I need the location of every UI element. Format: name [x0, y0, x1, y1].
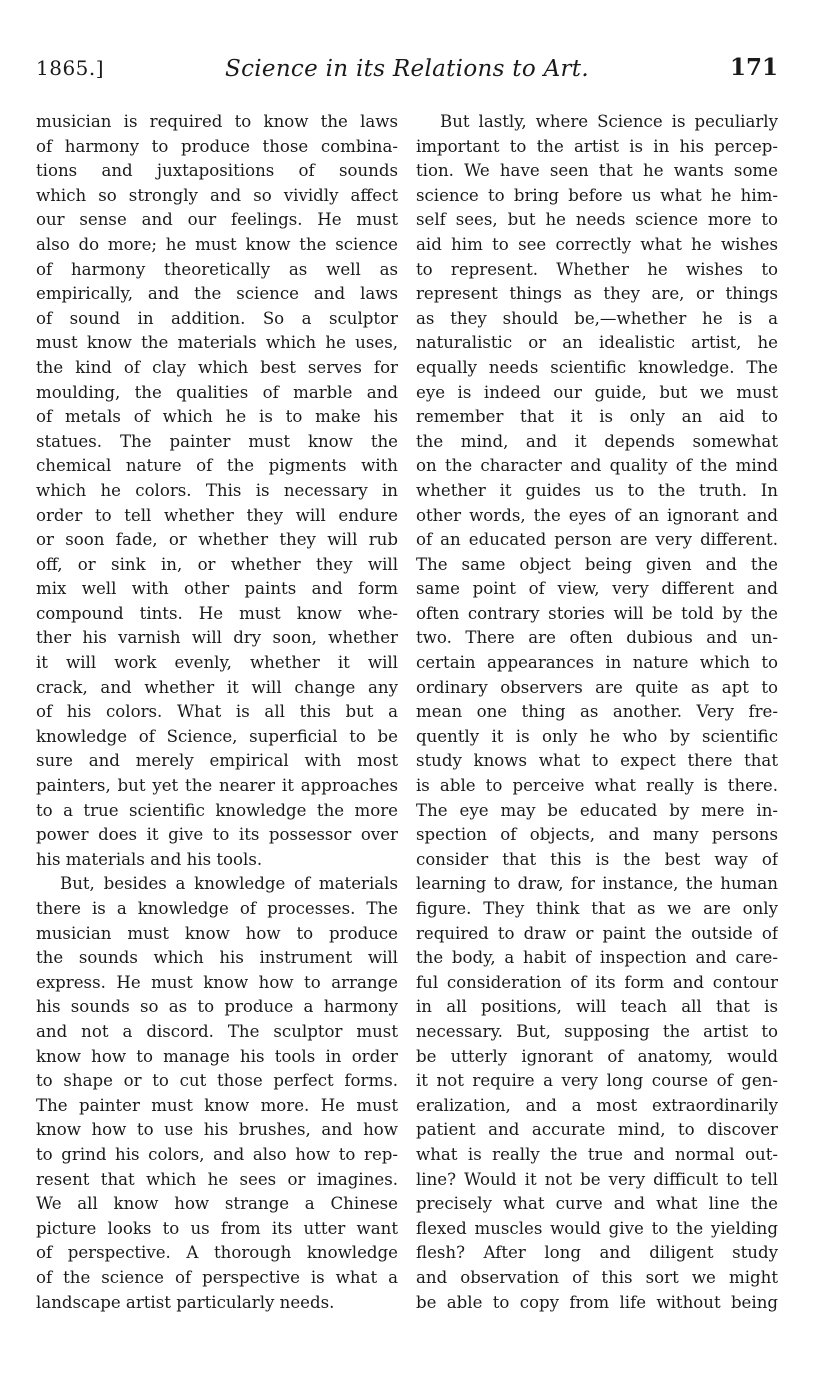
text-line: study knows what to expect there that — [416, 751, 778, 771]
text-line: order to tell whether they will endure — [36, 505, 398, 525]
text-line: ther his varnish will dry soon, whether — [36, 628, 398, 648]
text-line: there is a knowledge of processes. The — [36, 899, 398, 918]
text-line: science to bring before us what he him- — [416, 185, 778, 205]
text-line: ful consideration of its form and contour — [416, 972, 778, 992]
text-line: mix well with other paints and form — [36, 579, 398, 599]
text-line: the mind, and it depends somewhat — [416, 431, 778, 451]
text-line: painters, but yet the nearer it approaches — [36, 776, 398, 796]
text-line: of metals of which he is to make his — [36, 407, 398, 427]
text-line: figure. They think that as we are only — [416, 899, 778, 918]
text-line: crack, and whether it will change any — [36, 677, 398, 697]
text-line: it not require a very long course of gen- — [416, 1071, 778, 1091]
text-line: which so strongly and so vividly affect — [36, 185, 398, 205]
text-line: We all know how strange a Chinese — [36, 1194, 398, 1214]
text-line: to represent. Whether he wishes to — [416, 259, 778, 279]
text-line: to a true scientific knowledge the more — [36, 800, 398, 820]
text-line: resent that which he sees or imagines. — [36, 1169, 398, 1189]
text-line: empirically, and the science and laws — [36, 284, 398, 304]
text-line: the kind of clay which best serves for — [36, 357, 398, 377]
text-line: patient and accurate mind, to discover — [416, 1120, 778, 1140]
text-line: moulding, the qualities of marble and — [36, 382, 398, 402]
text-line: eralization, and a most extraordinarily — [416, 1095, 778, 1115]
text-line: quently it is only he who by scientific — [416, 726, 778, 746]
running-title: Science in its Relations to Art. — [225, 56, 589, 82]
page-number: 171 — [729, 54, 778, 81]
text-line: tions and juxtapositions of sounds — [36, 161, 398, 181]
text-line: be utterly ignorant of anatomy, would — [416, 1046, 778, 1066]
text-line: in all positions, will teach all that is — [416, 997, 778, 1017]
text-line: line? Would it not be very difficult to tell — [416, 1169, 778, 1189]
text-line: to shape or to cut those perfect forms. — [36, 1071, 398, 1091]
text-line: our sense and our feelings. He must — [36, 210, 398, 230]
text-line: it will work evenly, whether it will — [36, 653, 398, 673]
text-line: other words, the eyes of an ignorant and — [416, 505, 778, 525]
text-line: and not a discord. The sculptor must — [36, 1021, 398, 1041]
text-line: The painter must know more. He must — [36, 1095, 398, 1115]
text-line: represent things as they are, or things — [416, 284, 778, 304]
text-line: required to draw or paint the outside of — [416, 923, 778, 943]
issue-year: 1865.] — [36, 56, 105, 80]
text-line: naturalistic or an idealistic artist, he — [416, 333, 778, 353]
text-line: chemical nature of the pigments with — [36, 456, 398, 476]
text-line: spection of objects, and many persons — [416, 825, 778, 845]
text-line: musician is required to know the laws — [36, 112, 398, 131]
text-line: important to the artist is in his percep- — [416, 136, 778, 156]
text-line: know how to use his brushes, and how — [36, 1120, 398, 1140]
text-line: two. There are often dubious and un- — [416, 628, 778, 648]
text-line: certain appearances in nature which to — [416, 653, 778, 673]
text-line: off, or sink in, or whether they will — [36, 554, 398, 574]
text-line: his sounds so as to produce a harmony — [36, 997, 398, 1017]
running-header — [36, 56, 778, 92]
text-line: of perspective. A thorough knowledge — [36, 1243, 398, 1263]
text-line: same point of view, very different and — [416, 579, 778, 599]
text-line: picture looks to us from its utter want — [36, 1218, 398, 1238]
text-line: flexed muscles would give to the yielding — [416, 1218, 778, 1238]
text-line: musician must know how to produce — [36, 923, 398, 943]
text-line: flesh? After long and diligent study — [416, 1243, 778, 1263]
text-line: his materials and his tools. — [36, 849, 263, 869]
text-line: is able to perceive what really is there. — [416, 776, 778, 796]
text-line: whether it guides us to the truth. In — [416, 480, 778, 500]
text-line: The same object being given and the — [416, 554, 778, 574]
text-line: often contrary stories will be told by the — [416, 603, 778, 623]
text-line: express. He must know how to arrange — [36, 972, 398, 992]
text-line: remember that it is only an aid to — [416, 407, 778, 427]
text-line: statues. The painter must know the — [36, 431, 398, 451]
text-line: necessary. But, supposing the artist to — [416, 1021, 778, 1041]
text-line: also do more; he must know the science — [36, 234, 398, 254]
text-line: landscape artist particularly needs. — [36, 1292, 335, 1312]
text-line: compound tints. He must know whe- — [36, 603, 398, 623]
text-line: precisely what curve and what line the — [416, 1194, 778, 1214]
text-line: But lastly, where Science is peculiarly — [440, 112, 778, 131]
text-line: eye is indeed our guide, but we must — [416, 382, 778, 402]
text-line: of an educated person are very different. — [416, 530, 778, 550]
text-line: which he colors. This is necessary in — [36, 480, 398, 500]
text-line: But, besides a knowledge of materials — [60, 874, 398, 894]
text-line: mean one thing as another. Very fre- — [416, 702, 778, 722]
text-line: on the character and quality of the mind — [416, 456, 778, 476]
text-line: the sounds which his instrument will — [36, 948, 398, 968]
text-line: of the science of perspective is what a — [36, 1267, 398, 1287]
text-line: to grind his colors, and also how to rep- — [36, 1144, 398, 1164]
text-line: of harmony to produce those combina- — [36, 136, 398, 156]
text-line: or soon fade, or whether they will rub — [36, 530, 398, 550]
text-line: and observation of this sort we might — [416, 1267, 778, 1287]
text-line: ordinary observers are quite as apt to — [416, 677, 778, 697]
text-line: aid him to see correctly what he wishes — [416, 234, 778, 254]
text-line: sure and merely empirical with most — [36, 751, 398, 771]
text-line: as they should be,—whether he is a — [416, 308, 778, 328]
text-line: equally needs scientific knowledge. The — [416, 357, 778, 377]
text-line: consider that this is the best way of — [416, 849, 778, 869]
text-line: tion. We have seen that he wants some — [416, 161, 778, 181]
text-line: must know the materials which he uses, — [36, 333, 398, 353]
text-line: of sound in addition. So a sculptor — [36, 308, 398, 328]
text-line: what is really the true and normal out- — [416, 1144, 778, 1164]
text-line: of harmony theoretically as well as — [36, 259, 398, 279]
text-line: the body, a habit of inspection and care- — [416, 948, 778, 968]
left-column — [36, 110, 398, 1315]
text-line: be able to copy from life without being — [416, 1292, 778, 1312]
text-line: self sees, but he needs science more to — [416, 210, 778, 230]
text-line: learning to draw, for instance, the human — [416, 874, 778, 894]
text-line: of his colors. What is all this but a — [36, 702, 398, 722]
right-column — [416, 110, 778, 1315]
text-line: knowledge of Science, superficial to be — [36, 726, 398, 746]
text-line: power does it give to its possessor over — [36, 825, 398, 845]
text-line: The eye may be educated by mere in- — [416, 800, 778, 820]
text-line: know how to manage his tools in order — [36, 1046, 398, 1066]
